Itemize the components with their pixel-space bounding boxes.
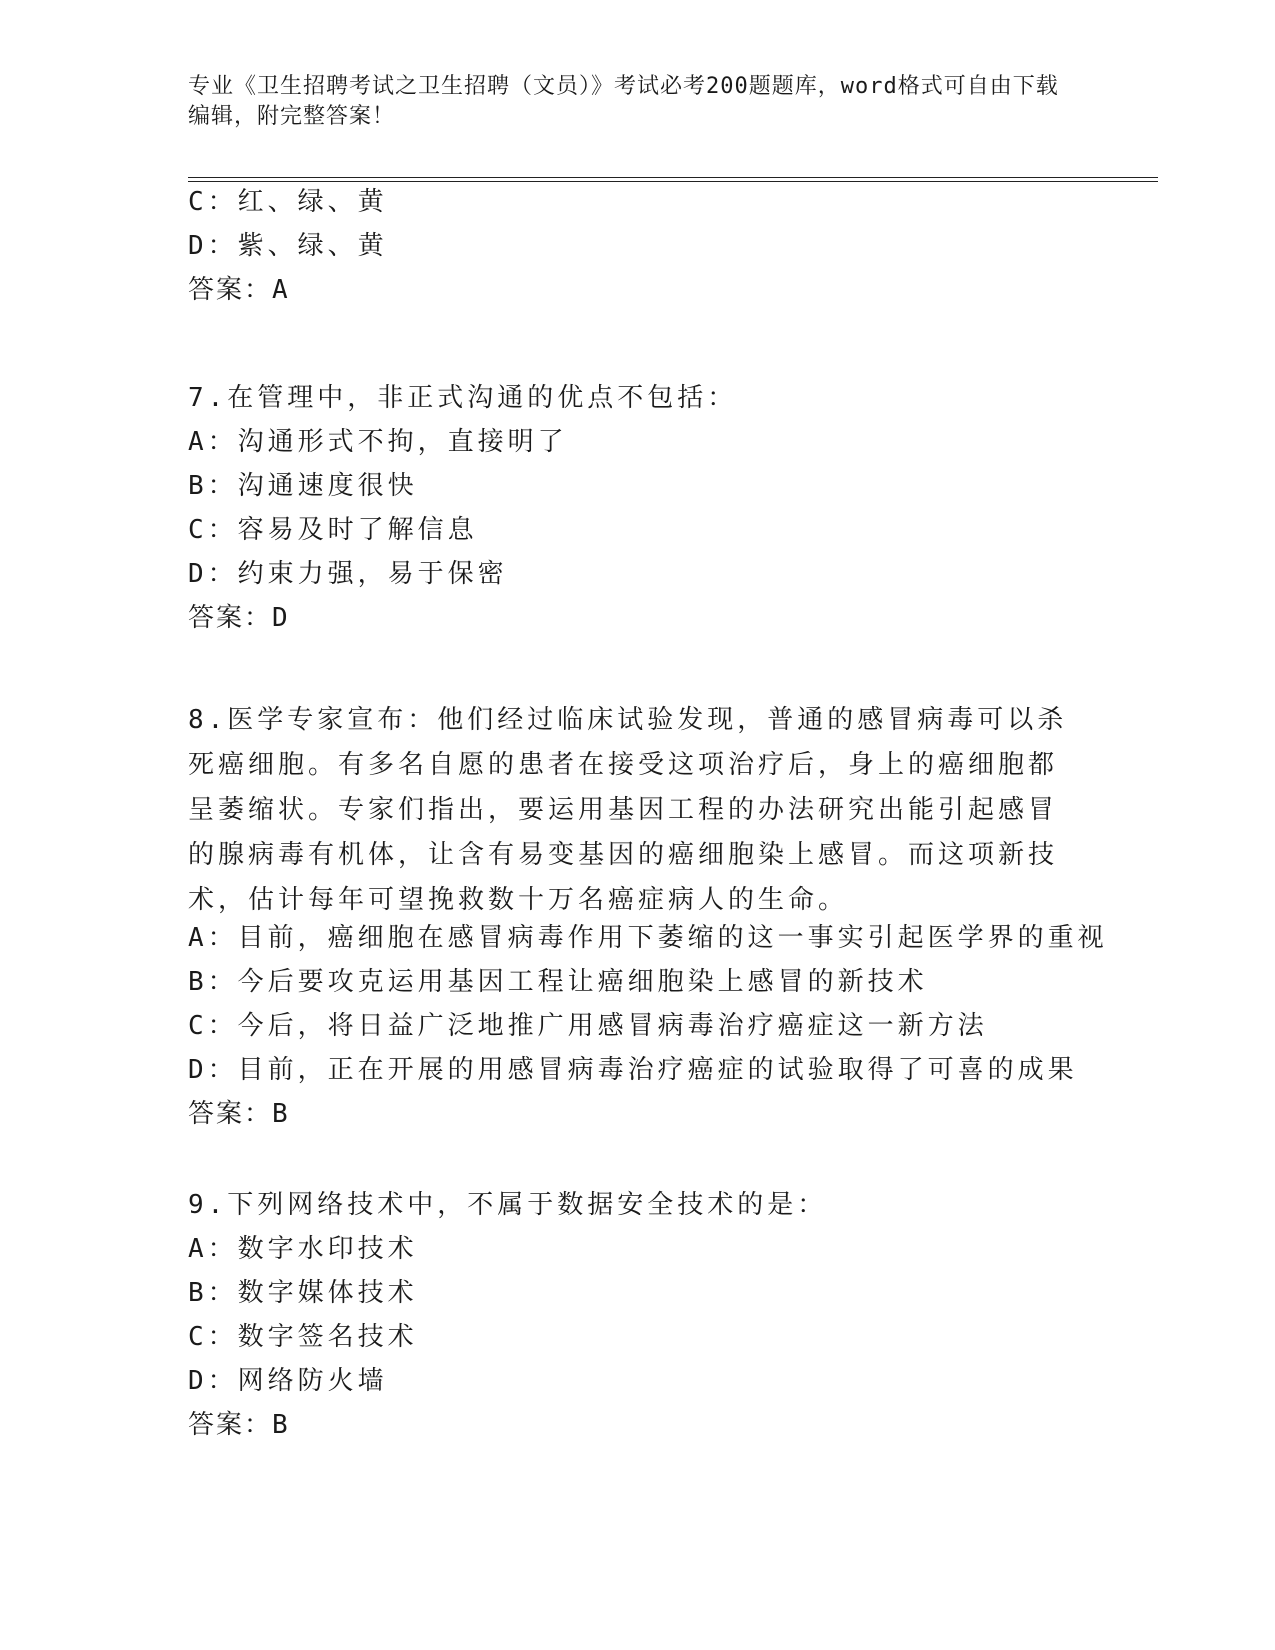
q7-option-b: B：沟通速度很快 [188, 471, 418, 501]
q7-option-d: D：约束力强，易于保密 [188, 559, 508, 589]
q7-answer: 答案：D [188, 603, 290, 633]
q6-option-d: D：紫、绿、黄 [188, 231, 388, 261]
q8-answer: 答案：B [188, 1099, 290, 1129]
q9-answer: 答案：B [188, 1410, 290, 1440]
q8-option-d: D：目前，正在开展的用感冒病毒治疗癌症的试验取得了可喜的成果 [188, 1055, 1078, 1085]
q9-stem: 9.下列网络技术中，不属于数据安全技术的是： [188, 1190, 828, 1220]
header-rule-bottom [188, 181, 1158, 182]
q9-option-a: A：数字水印技术 [188, 1234, 418, 1264]
q7-option-c: C：容易及时了解信息 [188, 515, 478, 545]
q8-option-c: C：今后，将日益广泛地推广用感冒病毒治疗癌症这一新方法 [188, 1011, 988, 1041]
q8-option-a: A：目前，癌细胞在感冒病毒作用下萎缩的这一事实引起医学界的重视 [188, 923, 1108, 953]
document-header: 专业《卫生招聘考试之卫生招聘（文员）》考试必考200题题库，word格式可自由下载编辑，附完整答案！ [188, 74, 1059, 129]
q7-option-a: A：沟通形式不拘，直接明了 [188, 427, 568, 457]
q9-option-b: B：数字媒体技术 [188, 1278, 418, 1308]
q8-stem: 8.医学专家宣布：他们经过临床试验发现，普通的感冒病毒可以杀死癌细胞。有多名自愿的患者在接受这项治疗后，身上的癌细胞都呈萎缩状。专家们指出，要运用基因工程的办法研究出能引起感冒的腺病毒有机体，让含有易变基因的癌细胞染上感冒。而这项新技术，估计每年可望挽救数十万名癌症病人的生命。 [188, 705, 1068, 915]
q6-option-c: C：红、绿、黄 [188, 187, 388, 217]
q6-answer: 答案：A [188, 275, 290, 305]
q8-option-b: B：今后要攻克运用基因工程让癌细胞染上感冒的新技术 [188, 967, 928, 997]
q9-option-c: C：数字签名技术 [188, 1322, 418, 1352]
q9-option-d: D：网络防火墙 [188, 1366, 388, 1396]
q7-stem: 7.在管理中，非正式沟通的优点不包括： [188, 383, 738, 413]
header-rule-top [188, 177, 1158, 178]
